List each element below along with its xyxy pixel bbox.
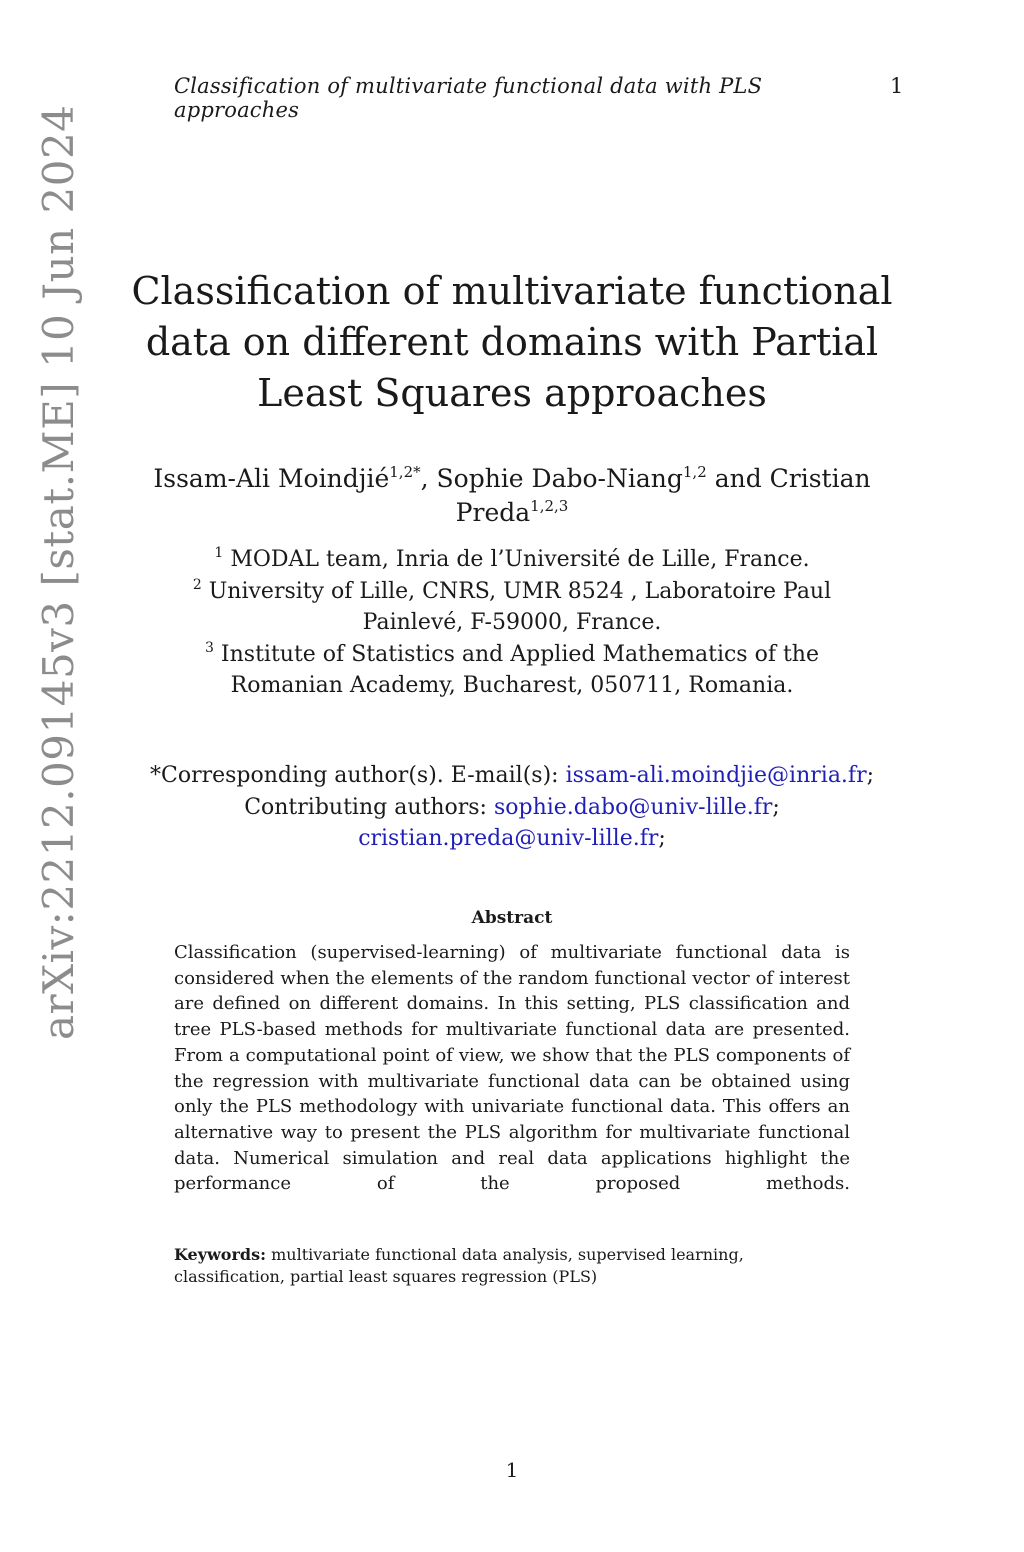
contact-info (140, 760, 884, 855)
affiliation-text: MODAL team, Inria de l’Université de Lille, France. (230, 547, 810, 572)
affiliation (160, 544, 864, 576)
email-separator: ; (866, 763, 875, 788)
affiliation (160, 576, 864, 639)
contributing-authors-line (140, 792, 884, 824)
contributing-authors-line-2 (140, 823, 884, 855)
footer-page-number: 1 (505, 1458, 519, 1482)
affiliation-list (160, 544, 864, 702)
author-affiliation-marker: 1,2,3 (530, 497, 569, 515)
running-title: Classification of multivariate functional data with PLS approaches (174, 74, 763, 122)
affiliation-text: Institute of Statistics and Applied Mathematics of the Romanian Academy, Bucharest, 050711, Romania. (220, 641, 819, 698)
author-name: Sophie Dabo-Niang (436, 464, 683, 493)
contributing-label: Contributing authors: (244, 794, 494, 820)
abstract-body: Classification (supervised-learning) of multivariate functional data is considered when the elements of the random functional vector of interest are defined on different domains. In this setting, PLS classification and tree PLS-based methods for multivariate functional data are presented. From a computational point of view, we show that the PLS components of the regression with multivariate functional data can be obtained using only the PLS methodology with univariate functional data. This offers an alternative way to present the PLS algorithm for multivariate functional data. Numerical simulation and real data applications highlight the performance of the proposed methods. (174, 942, 850, 1195)
keywords-text: multivariate functional data analysis, supervised learning, classification, partial least squares regression (PLS) (174, 1245, 744, 1286)
email-separator: ; (658, 826, 666, 851)
author-affiliation-marker: 1,2 (682, 463, 707, 481)
paper-title: Classification of multivariate functional data on different domains with Partial Least Squares approaches (131, 269, 893, 415)
affiliation-number: 2 (192, 576, 202, 593)
author-list (150, 462, 874, 530)
keywords-label: Keywords: (174, 1245, 267, 1264)
author-affiliation-marker: 1,2* (389, 463, 421, 481)
contributing-email-link[interactable]: sophie.dabo@univ-lille.fr (493, 794, 773, 820)
keywords (174, 1244, 850, 1288)
arxiv-identifier: arXiv:2212.09145v3 [stat.ME] 10 Jun 2024 (34, 104, 83, 1040)
email-separator: ; (772, 794, 780, 820)
affiliation (160, 639, 864, 702)
author-separator: and (706, 464, 770, 493)
header-page-number: 1 (890, 74, 904, 98)
corresponding-author-line (140, 760, 884, 792)
affiliation-number: 3 (205, 639, 214, 656)
corresponding-label: *Corresponding author(s). E-mail(s): (149, 763, 566, 788)
author-separator: , (420, 464, 437, 493)
corresponding-email-link[interactable]: issam-ali.moindjie@inria.fr (565, 763, 867, 788)
author-name: Cristian Preda (455, 464, 871, 527)
author-name: Issam-Ali Moindjié (153, 464, 390, 493)
abstract-heading: Abstract (471, 908, 553, 928)
affiliation-text: University of Lille, CNRS, UMR 8524 , Laboratoire Paul Painlevé, F-59000, France. (208, 578, 832, 635)
affiliation-number: 1 (214, 545, 224, 561)
contributing-email-link[interactable]: cristian.preda@univ-lille.fr (358, 826, 659, 851)
